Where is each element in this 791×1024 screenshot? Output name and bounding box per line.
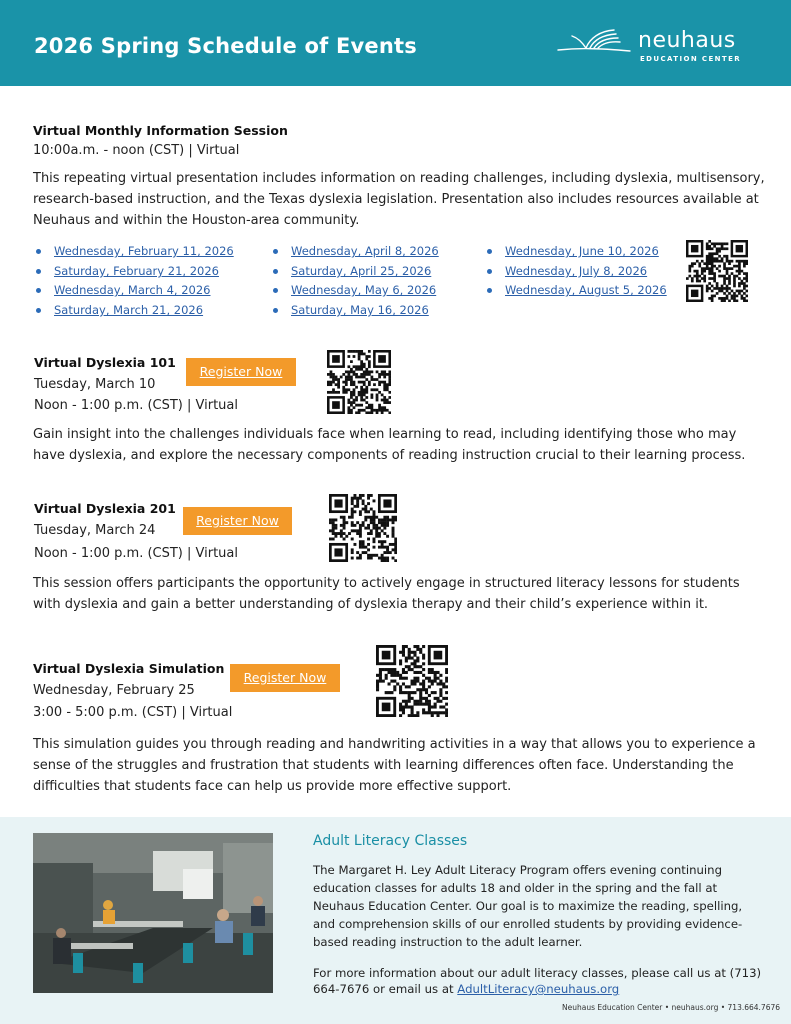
dyslexia-101-date: Tuesday, March 10 bbox=[34, 377, 156, 392]
dyslexia-simulation-time: 3:00 - 5:00 p.m. (CST) | Virtual bbox=[33, 705, 233, 720]
qr-code-icon[interactable] bbox=[376, 645, 448, 717]
description-line: have dyslexia, and explore the necessary components of reading instruction crucial to their learning process. bbox=[33, 448, 746, 463]
description-line: Neuhaus and within the Houston-area community. bbox=[33, 213, 360, 228]
classroom-photo bbox=[33, 833, 273, 993]
dyslexia-201-time: Noon - 1:00 p.m. (CST) | Virtual bbox=[34, 546, 239, 561]
description-line: This session offers participants the opportunity to actively engage in structured literacy lessons for students bbox=[33, 576, 740, 591]
footer-contact-line: Neuhaus Education Center • neuhaus.org • 713.664.7676 bbox=[562, 1003, 781, 1012]
qr-code-icon[interactable] bbox=[686, 240, 748, 302]
description-line: with dyslexia and gain a better understanding of dyslexia therapy and their child’s experience within it. bbox=[33, 597, 709, 612]
date-link[interactable]: Wednesday, May 6, 2026 bbox=[291, 283, 437, 297]
qr-code-icon[interactable] bbox=[329, 494, 397, 562]
register-now-button[interactable]: Register Now bbox=[230, 664, 340, 692]
bullet-icon bbox=[273, 308, 278, 313]
date-link[interactable]: Wednesday, June 10, 2026 bbox=[505, 244, 659, 258]
bullet-icon bbox=[36, 249, 41, 254]
date-link[interactable]: Wednesday, February 11, 2026 bbox=[54, 244, 234, 258]
dyslexia-simulation-description bbox=[33, 734, 763, 797]
adult-literacy-contact bbox=[313, 965, 765, 997]
description-line: This repeating virtual presentation includes information on reading challenges, including dyslexia, multisensory, bbox=[33, 171, 765, 186]
bullet-icon bbox=[36, 308, 41, 313]
date-link[interactable]: Wednesday, March 4, 2026 bbox=[54, 283, 211, 297]
adult-literacy-description: The Margaret H. Ley Adult Literacy Program offers evening continuing education classes for adults 18 and older in the spring and the fall at Neuhaus Education Center. Our goal is to maximize the reading, spelling, and comprehension skills of our enrolled students by providing evidence-based reading instruction to the adult learner. bbox=[313, 863, 743, 949]
dyslexia-201-title: Virtual Dyslexia 201 bbox=[34, 501, 176, 516]
bullet-icon bbox=[487, 288, 492, 293]
description-line: difficulties that students face can help us provide more effective support. bbox=[33, 779, 512, 794]
register-now-button[interactable]: Register Now bbox=[183, 507, 292, 535]
neuhaus-logo[interactable] bbox=[556, 24, 756, 66]
date-link[interactable]: Saturday, April 25, 2026 bbox=[291, 264, 432, 278]
bullet-icon bbox=[36, 288, 41, 293]
date-link[interactable]: Saturday, March 21, 2026 bbox=[54, 303, 204, 317]
book-logo-icon bbox=[556, 28, 632, 56]
monthly-session-description bbox=[33, 168, 763, 231]
date-link[interactable]: Saturday, May 16, 2026 bbox=[291, 303, 429, 317]
bullet-icon bbox=[273, 269, 278, 274]
monthly-session-title: Virtual Monthly Information Session bbox=[33, 123, 288, 138]
bullet-icon bbox=[273, 249, 278, 254]
page-title: 2026 Spring Schedule of Events bbox=[34, 34, 417, 58]
date-link[interactable]: Wednesday, July 8, 2026 bbox=[505, 264, 648, 278]
date-link[interactable]: Wednesday, August 5, 2026 bbox=[505, 283, 667, 297]
description-line: sense of the struggles and frustration that students with learning differences often face. Understanding the bbox=[33, 758, 734, 773]
logo-subtitle: EDUCATION CENTER bbox=[640, 55, 742, 63]
register-now-button[interactable]: Register Now bbox=[186, 358, 296, 386]
classroom-illustration bbox=[33, 833, 273, 993]
date-link[interactable]: Saturday, February 21, 2026 bbox=[54, 264, 219, 278]
logo-wordmark: neuhaus bbox=[638, 28, 736, 53]
bullet-icon bbox=[36, 269, 41, 274]
description-line: research-based instruction, and the Texas dyslexia legislation. Presentation also includes resources available at bbox=[33, 192, 759, 207]
dyslexia-101-title: Virtual Dyslexia 101 bbox=[34, 355, 176, 370]
dyslexia-simulation-title: Virtual Dyslexia Simulation bbox=[33, 661, 225, 676]
dyslexia-101-description bbox=[33, 424, 763, 466]
dyslexia-simulation-date: Wednesday, February 25 bbox=[33, 683, 195, 698]
dyslexia-201-date: Tuesday, March 24 bbox=[34, 523, 156, 538]
email-link[interactable]: AdultLiteracy@neuhaus.org bbox=[457, 982, 620, 996]
description-line: This simulation guides you through reading and handwriting activities in a way that allows you to experience a bbox=[33, 737, 756, 752]
bullet-icon bbox=[487, 249, 492, 254]
bullet-icon bbox=[273, 288, 278, 293]
dyslexia-201-description bbox=[33, 573, 763, 615]
description-line: Gain insight into the challenges individuals face when learning to read, including identifying those who may bbox=[33, 427, 737, 442]
contact-text: For more information about our adult literacy classes, please call us at (713) 664-7676 or email us at bbox=[313, 966, 762, 996]
monthly-session-time: 10:00a.m. - noon (CST) | Virtual bbox=[33, 143, 240, 158]
adult-literacy-title: Adult Literacy Classes bbox=[313, 833, 468, 849]
bullet-icon bbox=[487, 269, 492, 274]
dyslexia-101-time: Noon - 1:00 p.m. (CST) | Virtual bbox=[34, 398, 239, 413]
qr-code-icon[interactable] bbox=[327, 350, 391, 414]
date-link[interactable]: Wednesday, April 8, 2026 bbox=[291, 244, 439, 258]
page-header bbox=[0, 0, 791, 86]
